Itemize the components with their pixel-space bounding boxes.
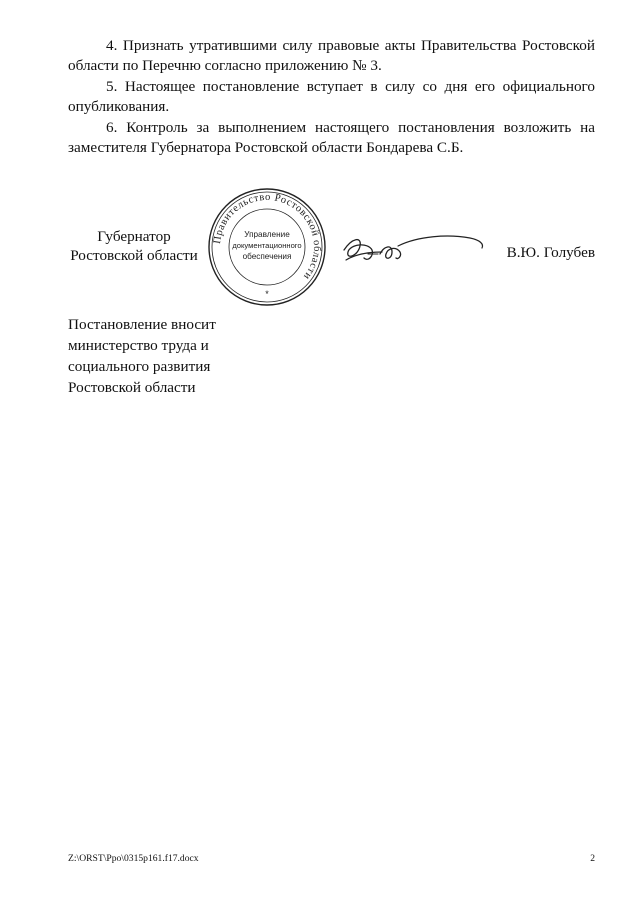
paragraph-item-4: 4. Признать утратившими силу правовые акты Правительства Ростовской области по Перечню согласно приложению № 3. (68, 37, 595, 75)
governor-title-line2: Ростовской области (70, 247, 198, 264)
seal-inner-line1: Управление (244, 230, 290, 239)
submitter-line4: Ростовской области (68, 379, 196, 396)
submitter-note (68, 314, 268, 398)
submitter-line3: социального развития (68, 358, 211, 375)
handwritten-signature (338, 230, 488, 270)
paragraph-item-5: 5. Настоящее постановление вступает в силу со дня его официального опубликования. (68, 77, 595, 116)
paragraph-item-6: 6. Контроль за выполнением настоящего постановления возложить на заместителя Губернатора Ростовской области Бондарева С.Б. (68, 118, 595, 157)
seal-outer-text: Правительство Ростовской области (212, 191, 323, 282)
submitter-line1: Постановление вносит (68, 316, 216, 333)
document-body (68, 36, 595, 158)
seal-inner-line3: обеспечения (242, 252, 292, 261)
page-number: 2 (590, 853, 595, 864)
governor-title (68, 227, 200, 265)
footer-file-path: Z:\ORST\Ppo\0315p161.f17.docx (68, 853, 199, 864)
seal-star: * (265, 289, 269, 299)
signer-name: В.Ю. Голубев (506, 244, 595, 261)
submitter-line2: министерство труда и (68, 337, 209, 354)
signature-block (0, 180, 640, 310)
official-seal-stamp (205, 185, 329, 309)
governor-title-line1: Губернатор (97, 228, 171, 245)
seal-inner-line2: документационного (232, 241, 302, 250)
